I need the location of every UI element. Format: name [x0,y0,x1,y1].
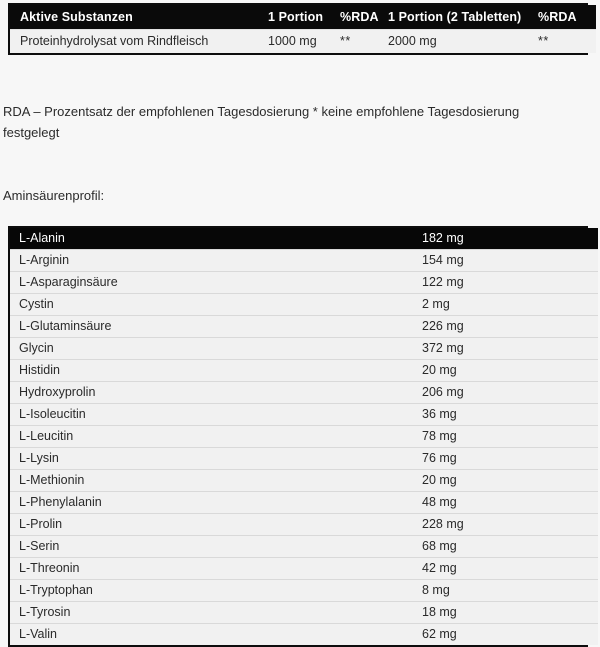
cell-amino-acid-name: L-Methionin [10,470,419,492]
table-row [10,536,598,558]
table-row [10,338,598,360]
amino-acid-header-row [10,228,598,250]
table-row [10,272,598,294]
cell-rda-2: ** [538,30,596,54]
table-row [10,294,598,316]
cell-amino-acid-name: L-Arginin [10,250,419,272]
cell-amino-acid-amount: 122 mg [419,272,598,294]
active-substances-header-row [10,5,596,30]
amino-acid-grid [10,228,598,645]
cell-rda-1: ** [340,30,388,54]
cell-amino-acid-name: L-Threonin [10,558,419,580]
cell-amino-acid-name: Glycin [10,338,419,360]
table-row [10,250,598,272]
cell-amino-acid-amount: 182 mg [422,231,464,245]
table-row [10,382,598,404]
cell-amino-acid-amount: 76 mg [419,448,598,470]
cell-amino-acid-name: L-Leucitin [10,426,419,448]
rda-footnote: RDA – Prozentsatz der empfohlenen Tagesdosierung * keine empfohlene Tagesdosierung festgelegt [3,104,520,140]
amino-acid-table-body [10,228,598,645]
active-substances-table [8,3,588,55]
cell-amino-acid-name: Histidin [10,360,419,382]
table-row [10,404,598,426]
column-header-rda-1: %RDA [340,10,379,24]
table-row [10,492,598,514]
cell-amino-acid-name: L-Isoleucitin [10,404,419,426]
table-row [10,360,598,382]
cell-amino-acid-name: L-Serin [10,536,419,558]
column-header-rda-2: %RDA [538,10,577,24]
active-substances-table-body [10,30,596,54]
cell-amino-acid-amount: 62 mg [419,624,598,646]
table-row [10,316,598,338]
cell-amino-acid-name: L-Glutaminsäure [10,316,419,338]
cell-amino-acid-amount: 20 mg [419,360,598,382]
cell-amino-acid-amount: 206 mg [419,382,598,404]
column-header-portion-2: 1 Portion (2 Tabletten) [388,10,522,24]
cell-amino-acid-amount: 154 mg [419,250,598,272]
table-row [10,448,598,470]
cell-amino-acid-amount: 20 mg [419,470,598,492]
cell-amino-acid-name: L-Alanin [19,231,65,245]
amino-profile-heading: Aminsäurenprofil: [3,188,105,203]
table-row [10,602,598,624]
cell-substance-name: Proteinhydrolysat vom Rindfleisch [10,30,268,54]
cell-amino-acid-name: L-Asparaginsäure [10,272,419,294]
active-substances-table-head [10,5,596,30]
table-row [10,30,596,54]
column-header-substance-name: Aktive Substanzen [20,10,133,24]
amino-acid-profile-table [8,226,588,647]
cell-amino-acid-name: L-Phenylalanin [10,492,419,514]
table-row [10,470,598,492]
cell-amino-acid-amount: 36 mg [419,404,598,426]
table-row [10,514,598,536]
cell-amino-acid-amount: 42 mg [419,558,598,580]
table-row [10,426,598,448]
cell-amino-acid-name: L-Tryptophan [10,580,419,602]
cell-amino-acid-amount: 226 mg [419,316,598,338]
cell-amino-acid-amount: 78 mg [419,426,598,448]
table-row [10,580,598,602]
cell-amino-acid-amount: 372 mg [419,338,598,360]
cell-portion-1: 1000 mg [268,30,340,54]
table-row [10,624,598,646]
cell-amino-acid-amount: 8 mg [419,580,598,602]
cell-amino-acid-name: Cystin [10,294,419,316]
cell-amino-acid-name: L-Lysin [10,448,419,470]
cell-amino-acid-amount: 228 mg [419,514,598,536]
cell-amino-acid-name: L-Valin [10,624,419,646]
cell-portion-2: 2000 mg [388,30,538,54]
column-header-portion-1: 1 Portion [268,10,324,24]
cell-amino-acid-amount: 48 mg [419,492,598,514]
table-row [10,558,598,580]
active-substances-grid [10,5,596,53]
cell-amino-acid-amount: 68 mg [419,536,598,558]
cell-amino-acid-name: L-Tyrosin [10,602,419,624]
cell-amino-acid-name: Hydroxyprolin [10,382,419,404]
cell-amino-acid-amount: 2 mg [419,294,598,316]
cell-amino-acid-amount: 18 mg [419,602,598,624]
cell-amino-acid-name: L-Prolin [10,514,419,536]
